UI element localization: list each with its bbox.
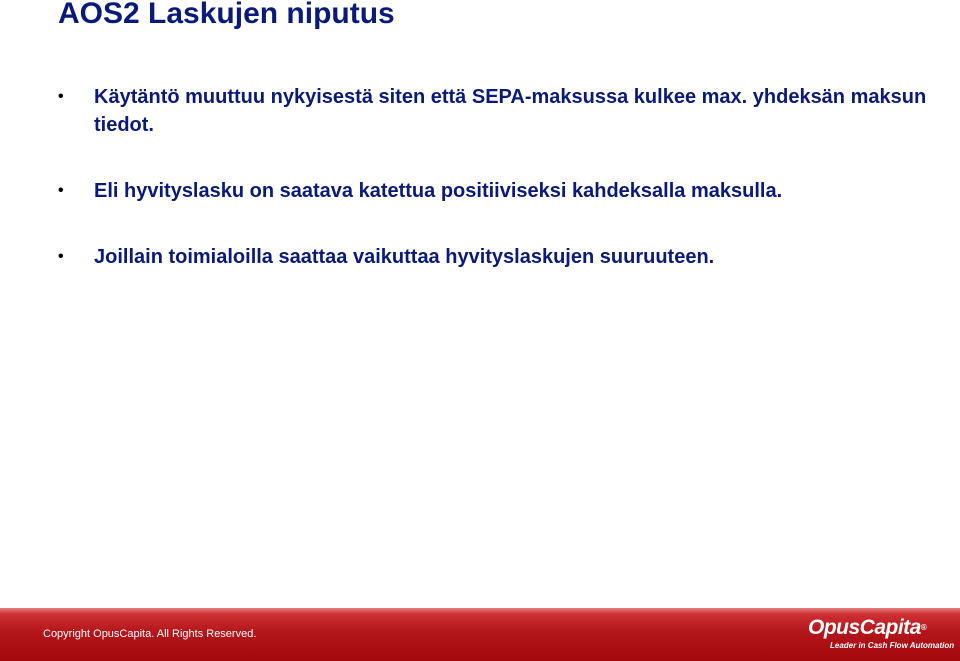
logo-tagline: Leader in Cash Flow Automation	[830, 641, 955, 650]
slide-title: AOS2 Laskujen niputus	[58, 0, 395, 30]
copyright-text: Copyright OpusCapita. All Rights Reserved.	[43, 628, 257, 640]
registered-mark: ®	[920, 623, 927, 632]
bullet-text: Käytäntö muuttuu nykyisestä siten että SEPA-maksussa kulkee max. yhdeksän maksun tiedot.	[94, 86, 927, 136]
opuscapita-logo	[808, 616, 955, 656]
bullet-item	[58, 243, 938, 271]
bullet-text: Joillain toimialoilla saattaa vaikuttaa hyvityslaskujen suuruuteen.	[94, 246, 715, 268]
footer-shine	[0, 608, 960, 614]
bullet-list	[58, 83, 938, 271]
footer-bar	[0, 608, 960, 661]
bullet-text: Eli hyvityslasku on saatava katettua positiiviseksi kahdeksalla maksulla.	[94, 180, 783, 202]
bullet-item	[58, 177, 938, 205]
bullet-icon: •	[58, 248, 64, 265]
bullet-icon: •	[58, 88, 64, 105]
bullet-icon: •	[58, 182, 64, 199]
logo-wordmark	[808, 616, 948, 640]
logo-name: OpusCapita	[808, 616, 921, 639]
bullet-item	[58, 83, 938, 139]
